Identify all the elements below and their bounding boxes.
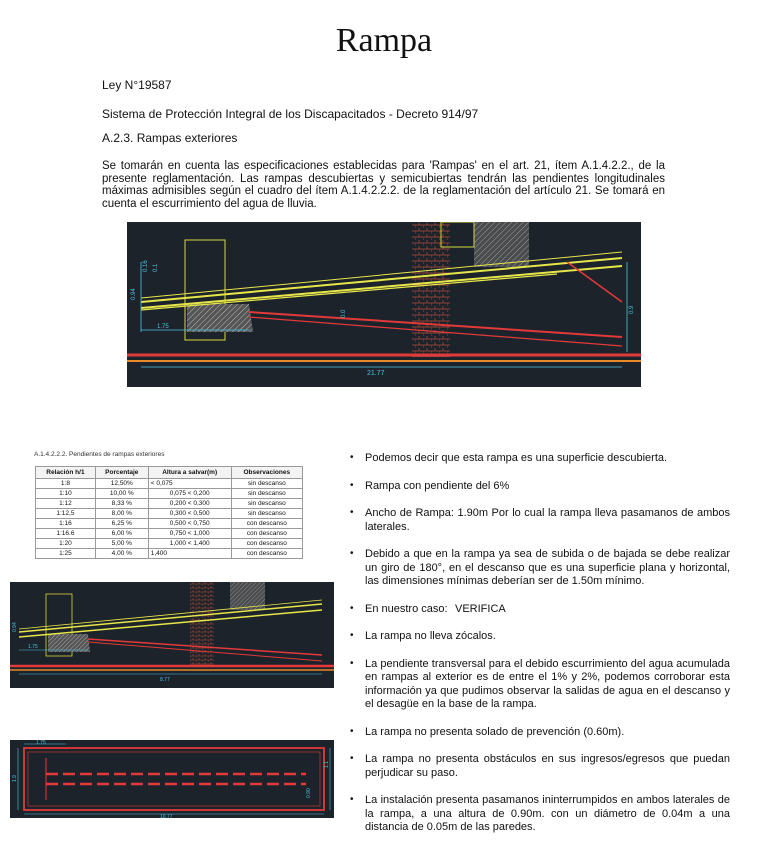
dim-top2-label: 0.1: [153, 263, 159, 272]
table-cell: con descanso: [231, 539, 302, 549]
ramp-line-upper-2: [141, 266, 622, 308]
table-cell: 0,200 < 0,300: [148, 499, 231, 509]
bullet-icon: •: [350, 452, 354, 463]
list-item: [348, 658, 730, 712]
list-item: [348, 630, 730, 644]
table-cell: con descanso: [231, 549, 302, 559]
table-cell: 0,300 < 0,500: [148, 509, 231, 519]
table-cell: 5,00 %: [95, 539, 148, 549]
table-cell: con descanso: [231, 519, 302, 529]
case-label: En nuestro caso:: [365, 602, 448, 615]
list-item-text: Ancho de Rampa: 1.90m Por lo cual la rampa lleva pasamanos de ambos laterales.: [365, 507, 730, 533]
plan-dim-bottom: 10.77: [160, 814, 173, 818]
list-item-text: Rampa con pendiente del 6%: [365, 479, 510, 492]
list-item-text: La rampa no presenta solado de prevención (0.60m).: [365, 725, 625, 738]
table-row: [36, 519, 303, 529]
list-item-text: La rampa no lleva zócalos.: [365, 630, 496, 642]
table-cell: 8,00 %: [95, 509, 148, 519]
ramp-line-upper: [19, 604, 322, 632]
plan-dim-right2: 1.1: [324, 761, 330, 768]
table-row: [36, 479, 303, 489]
dim-mid-label: 0.0: [341, 309, 347, 318]
bullet-icon: •: [350, 548, 354, 559]
table-cell: sin descanso: [231, 499, 302, 509]
page-title: Rampa: [335, 22, 433, 59]
dim-left-label: 0.94: [12, 622, 18, 632]
table-cell: 0,500 < 0,750: [148, 519, 231, 529]
table-row: [36, 509, 303, 519]
table-cell: sin descanso: [231, 509, 302, 519]
plan-dim-left: 1.9: [12, 775, 18, 782]
list-item: [348, 452, 730, 466]
observations-list: [348, 452, 730, 849]
slope-table: [35, 466, 303, 559]
table-cell: sin descanso: [231, 489, 302, 499]
case-value: VERIFICA: [455, 602, 506, 615]
hatched-base: [48, 634, 90, 652]
bullet-icon: •: [350, 725, 354, 737]
table-cell: 1:12,5: [36, 509, 96, 519]
list-item: [348, 726, 730, 740]
dim-total-label: 21.77: [367, 370, 385, 377]
list-item-text: La pendiente transversal para el debido escurrimiento del agua acumulada en rampas al exterior es de entre el 1% y 2%, podemos corroborar esta información ya que pudimos observar la salidas de agua en el descanso y el desagüe en la base de la rampa.: [365, 657, 730, 710]
system-heading: Sistema de Protección Integral de los Discapacitados - Decreto 914/97: [102, 107, 479, 121]
slope-table-title: A.1.4.2.2.2. Pendientes de rampas exteriores: [34, 451, 165, 458]
table-cell: con descanso: [231, 529, 302, 539]
bullet-icon: •: [350, 794, 354, 805]
dim-top1-label: 0.16: [143, 260, 149, 272]
table-cell: 1,000 < 1,400: [148, 539, 231, 549]
table-cell: 1:16: [36, 519, 96, 529]
table-row: [36, 539, 303, 549]
list-item: [348, 794, 730, 835]
list-item-text: La rampa no presenta obstáculos en sus ingresos/egresos que puedan perjudicar su paso.: [365, 753, 730, 779]
list-item-text: Debido a que en la rampa ya sea de subida o de bajada se debe realizar un giro de 180°, en el descanso que es una superficie plana y horizontal, las dimensiones mínimas deberían ser de 1.50m mínimo.: [365, 548, 730, 587]
brick-wall: [412, 222, 450, 357]
bullet-icon: •: [350, 753, 354, 764]
table-cell: sin descanso: [231, 479, 302, 489]
table-cell: 1:25: [36, 549, 96, 559]
ramp-section-drawing-small: [10, 582, 334, 688]
bullet-icon: •: [350, 479, 354, 491]
plan-outline: [24, 748, 324, 810]
table-header: Altura a salvar(m): [148, 467, 231, 479]
hatched-wall: [474, 222, 529, 267]
table-cell: 1,400: [148, 549, 231, 559]
list-item: [348, 603, 730, 617]
dim-small-label: 1.75: [28, 644, 38, 650]
table-cell: 6,00 %: [95, 529, 148, 539]
intro-paragraph: Se tomarán en cuenta las especificaciones establecidas para 'Rampas' en el art. 21, ítem A.1.4.2.2., de la presente reglamentación. Las rampas descubiertas y semicubiertas tendrán las pendientes longitudinales máximas admisibles según el cuadro del ítem A.1.4.2.2.2. de la reglamentación del artículo 21. Se tomará en cuenta el escurrimiento del agua de lluvia.: [102, 160, 665, 210]
table-row: [36, 489, 303, 499]
plan-dim-top: 1.75: [36, 740, 46, 746]
table-header: Relación h/1: [36, 467, 96, 479]
list-item-text: Podemos decir que esta rampa es una superficie descubierta.: [365, 452, 668, 464]
table-cell: 1:8: [36, 479, 96, 489]
list-item: [348, 480, 730, 494]
table-row: [36, 549, 303, 559]
ramp-plan-drawing: [10, 740, 334, 818]
bullet-icon: •: [350, 657, 354, 669]
table-header-row: [36, 467, 303, 479]
table-cell: 10,00 %: [95, 489, 148, 499]
table-cell: < 0,075: [148, 479, 231, 489]
table-cell: 1:16.6: [36, 529, 96, 539]
brick-wall: [190, 582, 214, 667]
table-cell: 0,075 < 0,200: [148, 489, 231, 499]
ramp-section-drawing: [127, 222, 641, 387]
ramp-line-upper-2: [19, 610, 322, 637]
table-header: Observaciones: [231, 467, 302, 479]
list-item: [348, 548, 730, 589]
table-row: [36, 499, 303, 509]
ramp-line-upper: [141, 258, 622, 302]
table-cell: 12,50%: [95, 479, 148, 489]
table-cell: 1:20: [36, 539, 96, 549]
bullet-icon: •: [350, 602, 354, 614]
list-item-text: La instalación presenta pasamanos ininterrumpidos en ambos laterales de la rampa, a una altura de 0.90m. con un diámetro de 0.04m a una distancia de 0.05m de las paredes.: [365, 794, 730, 833]
section-heading: A.2.3. Rampas exteriores: [102, 131, 238, 145]
plan-dim-right: 0.90: [306, 788, 312, 798]
table-cell: 0,750 < 1,000: [148, 529, 231, 539]
table-cell: 4,00 %: [95, 549, 148, 559]
table-row: [36, 529, 303, 539]
dim-small-label: 1.75: [157, 324, 169, 330]
table-cell: 1:10: [36, 489, 96, 499]
table-cell: 1:12: [36, 499, 96, 509]
table-cell: 6,25 %: [95, 519, 148, 529]
list-item: [348, 753, 730, 780]
table-cell: 8,33 %: [95, 499, 148, 509]
plan-inner-outline: [28, 752, 320, 806]
dim-total-label: 8.77: [160, 677, 170, 683]
dim-right-label: 0.9: [629, 305, 635, 314]
hatched-base: [187, 304, 253, 332]
bullet-icon: •: [350, 630, 354, 641]
table-header: Porcentaje: [95, 467, 148, 479]
list-item: [348, 507, 730, 534]
dim-left-label: 0.94: [131, 288, 137, 300]
bullet-icon: •: [350, 507, 354, 518]
law-number: Ley N°19587: [102, 78, 172, 92]
